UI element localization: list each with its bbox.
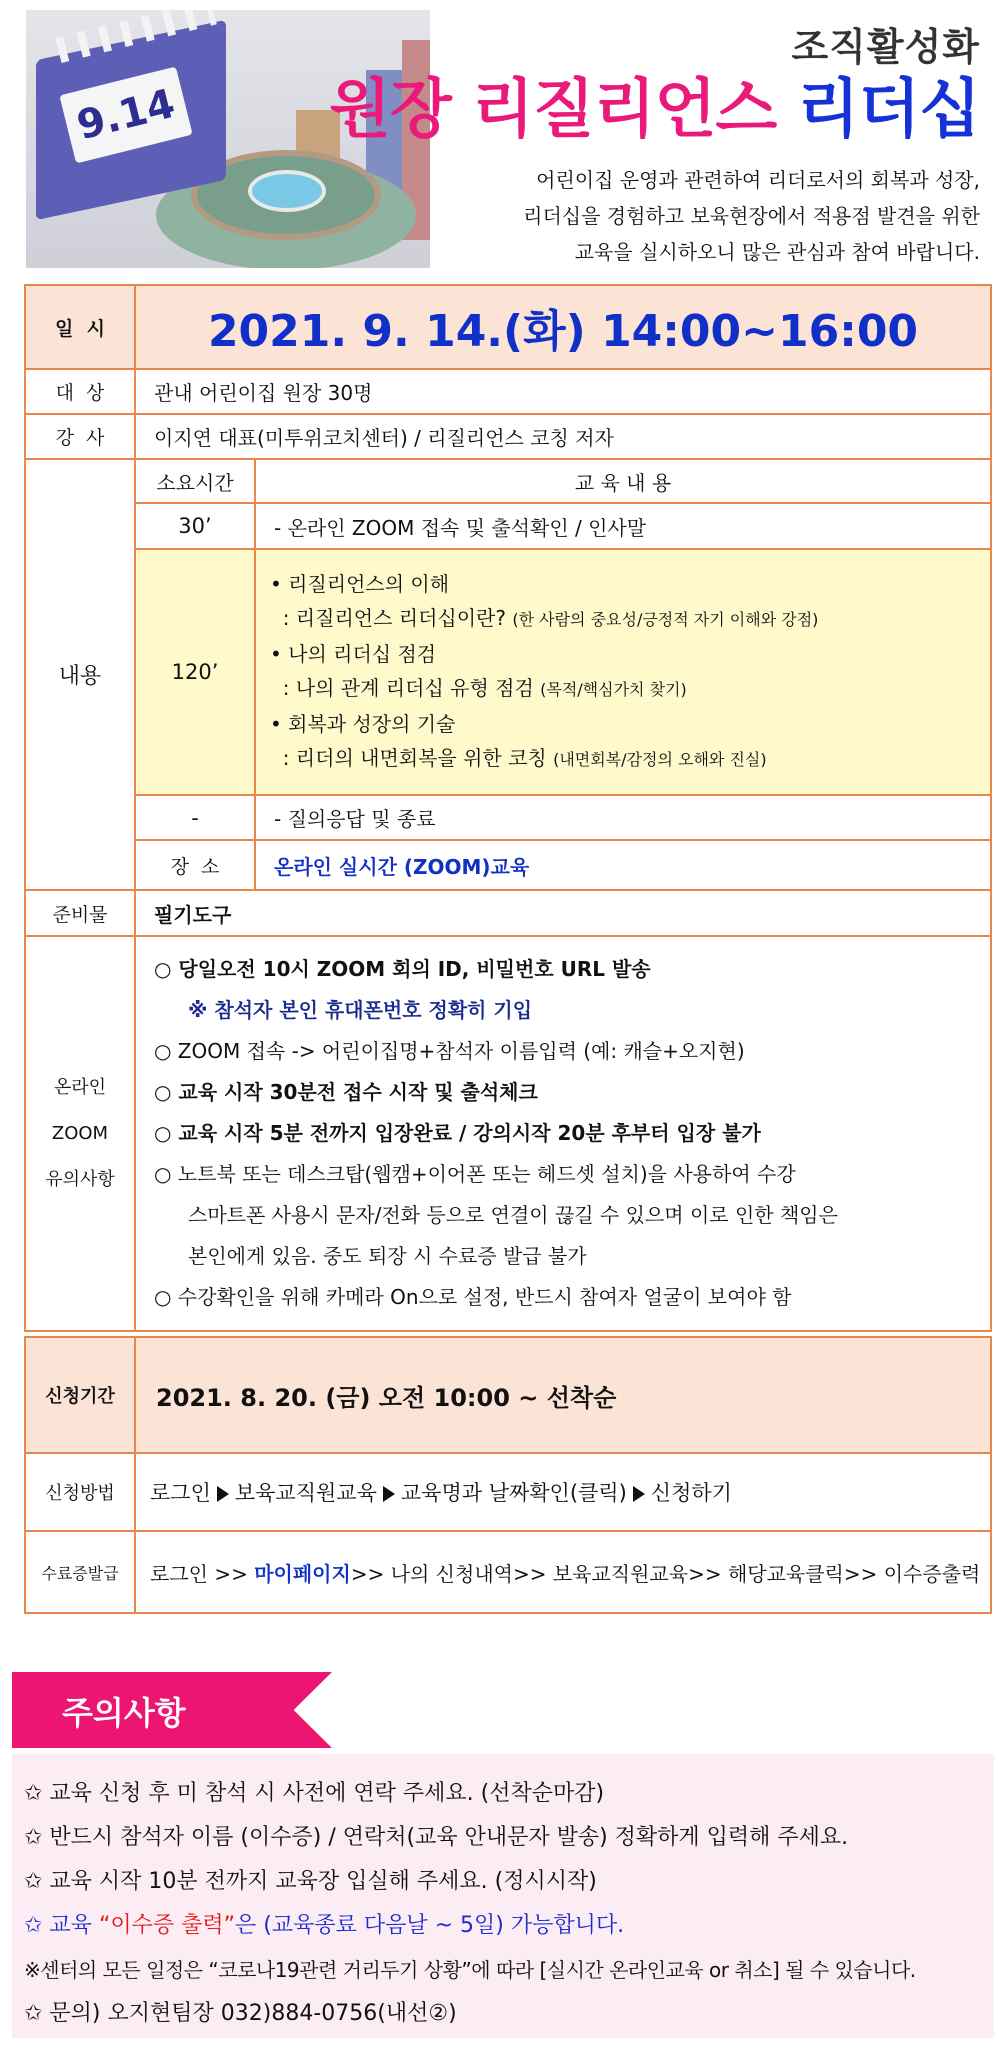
row-text: - 온라인 ZOOM 접속 및 출석확인 / 인사말 (255, 503, 991, 549)
time-head: 소요시간 (135, 459, 255, 503)
row-text: - 질의응답 및 종료 (255, 795, 991, 840)
content-head: 교 육 내 용 (255, 459, 991, 503)
row-time: 120’ (135, 549, 255, 795)
title-pink: 원장 리질리언스 (329, 73, 777, 147)
content-label: 내용 (25, 459, 135, 890)
mypage-link[interactable]: 마이페이지 (254, 1561, 351, 1586)
date-label: 일 시 (25, 285, 135, 369)
target-label: 대 상 (25, 369, 135, 414)
main-content (255, 549, 991, 795)
caution-item: ✩ 반드시 참석자 이름 (이수증) / 연락처(교육 안내문자 발송) 정확하게 입력해 주세요. (24, 1825, 849, 1850)
caution-box (12, 1754, 994, 2038)
caution-item: ✩ 문의) 오지현팀장 032)884-0756(내선②) (24, 2001, 457, 2026)
lecturer-value: 이지연 대표(미투위코치센터) / 리질리언스 코칭 저자 (135, 414, 991, 459)
place-value: 온라인 실시간 (ZOOM)교육 (255, 840, 991, 890)
cert-steps: 로그인 >> 마이페이지>> 나의 신청내역>> 보육교직원교육>> 해당교육클릭>> 이수증출력 (135, 1531, 991, 1613)
prep-label: 준비물 (25, 890, 135, 936)
notice-label: 온라인 ZOOM 유의사항 (25, 936, 135, 1331)
place-label: 장 소 (135, 840, 255, 890)
notice-item: ○ 수강확인을 위해 카메라 On으로 설정, 반드시 참여자 얼굴이 보여야 함 (154, 1285, 792, 1309)
apply-table (24, 1336, 992, 1614)
notice-item: 스마트폰 사용시 문자/전화 등으로 연결이 끊길 수 있으며 이로 인한 책임은 (188, 1203, 838, 1227)
notice-item: ○ 당일오전 10시 ZOOM 회의 ID, 비밀번호 URL 발송 (154, 957, 651, 981)
caution-item: ✩ 교육 신청 후 미 참석 시 사전에 연락 주세요. (선착순마감) (24, 1781, 605, 1806)
fountain-icon (248, 170, 326, 212)
caution-item: ✩ 교육 시작 10분 전까지 교육장 입실해 주세요. (정시시작) (24, 1869, 597, 1894)
notice-list (135, 936, 991, 1331)
date-value: 2021. 9. 14.(화) 14:00~16:00 (135, 285, 991, 369)
title-blue: 리더십 (797, 73, 980, 147)
period-value: 2021. 8. 20. (금) 오전 10:00 ~ 선착순 (135, 1337, 991, 1453)
notice-item: ○ ZOOM 접속 -> 어린이집명+참석자 이름입력 (예: 캐슬+오지현) (154, 1039, 745, 1063)
page-title (329, 58, 980, 150)
content-item-title: • 나의 리더십 점검 (270, 642, 437, 666)
period-label: 신청기간 (25, 1337, 135, 1453)
lecturer-label: 강 사 (25, 414, 135, 459)
caution-item: ※센터의 모든 일정은 “코로나19관련 거리두기 상황”에 따라 [실시간 온라인교육 or 취소] 될 수 있습니다. (24, 1958, 916, 1982)
caution-item: ✩ 교육 “이수증 출력”은 (교육종료 다음날 ~ 5일) 가능합니다. (24, 1913, 625, 1938)
notice-item: ※ 참석자 본인 휴대폰번호 정확히 기입 (188, 998, 533, 1022)
target-value: 관내 어린이집 원장 30명 (135, 369, 991, 414)
notice-item: ○ 교육 시작 5분 전까지 입장완료 / 강의시작 20분 후부터 입장 불가 (154, 1121, 761, 1145)
prep-value: 필기도구 (135, 890, 991, 936)
method-label: 신청방법 (25, 1453, 135, 1531)
arrow-right-icon (383, 1486, 395, 1502)
arrow-right-icon (217, 1486, 229, 1502)
info-table (24, 284, 992, 1332)
content-item-sub: : 리더의 내면회복을 위한 코칭 (내면회복/감정의 오해와 진실) (270, 746, 767, 770)
row-time: 30’ (135, 503, 255, 549)
arrow-right-icon (633, 1486, 645, 1502)
content-item-title: • 리질리언스의 이해 (270, 572, 450, 596)
caution-title: 주의사항 (62, 1694, 186, 1732)
calendar-date: 9.14 (72, 80, 180, 150)
intro-text: 어린이집 운영과 관련하여 리더로서의 회복과 성장, 리더십을 경험하고 보육현장에서 적용점 발견을 위한 교육을 실시하오니 많은 관심과 참여 바랍니다. (523, 168, 980, 264)
notice-item: ○ 노트북 또는 데스크탑(웹캠+이어폰 또는 헤드셋 설치)을 사용하여 수강 (154, 1162, 796, 1186)
content-item-title: • 회복과 성장의 기술 (270, 712, 456, 736)
content-item-sub: : 나의 관계 리더십 유형 점검 (목적/핵심가치 찾기) (270, 676, 687, 700)
method-steps: 로그인 보육교직원교육 교육명과 날짜확인(클릭) 신청하기 (135, 1453, 991, 1531)
content-item-sub: : 리질리언스 리더십이란? (한 사람의 중요성/긍정적 자기 이해와 강점) (270, 606, 819, 630)
subtitle: 조직활성화 (791, 25, 980, 69)
notice-item: 본인에게 있음. 중도 퇴장 시 수료증 발급 불가 (188, 1244, 587, 1268)
notice-item: ○ 교육 시작 30분전 접수 시작 및 출석체크 (154, 1080, 538, 1104)
row-time: - (135, 795, 255, 840)
cert-label: 수료증발급 (25, 1531, 135, 1613)
